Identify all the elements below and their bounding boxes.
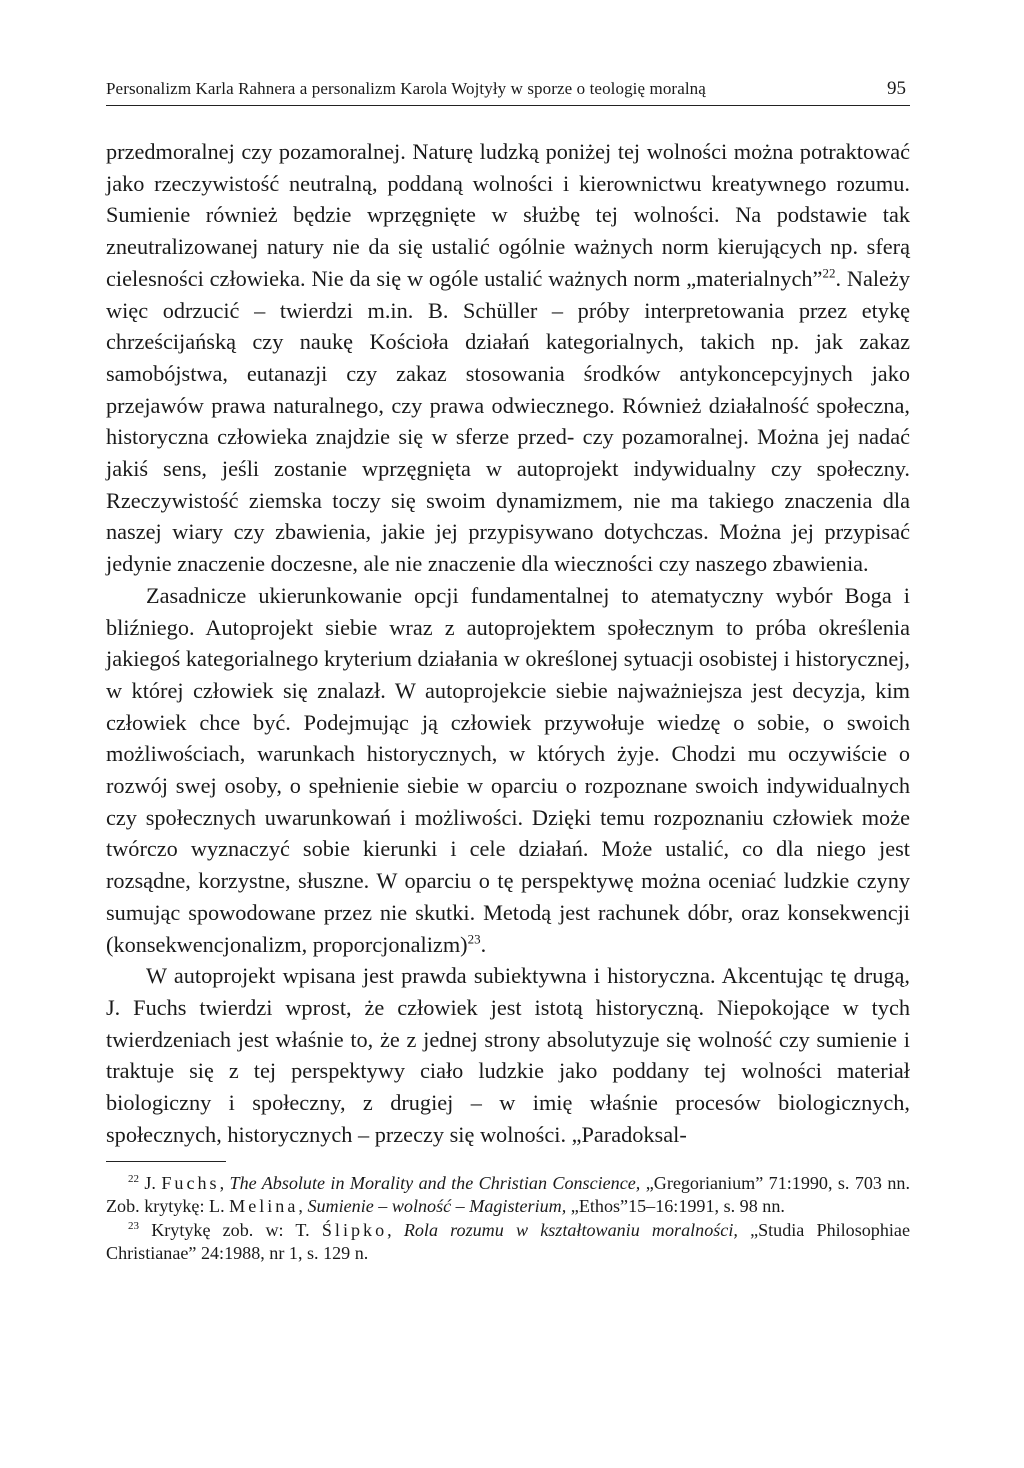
paragraph-3-text: W autoprojekt wpisana jest prawda subiektywna i historyczna. Akcentując tę drugą, J. Fuchs twierdzi wprost, że człowiek jest istotą historyczną. Niepokojące w tych twierdzeniach jest właśnie to, że z jednej strony absolutyzuje się wolność czy sumienie i traktuje się z tej perspektywy ciało ludzkie jako poddany tej wolności materiał biologiczny i społeczny, z drugiej – w imię właśnie procesów biologicznych, społecznych, historycznych – przeczy się wolności. „Paradoksal-: [106, 963, 910, 1147]
paragraph-2-text-b: .: [480, 931, 487, 957]
paragraph-2: [106, 580, 910, 960]
footnote-23-title: Rola rozumu w kształtowaniu moralności,: [403, 1219, 738, 1240]
footnote-22-initial: J.: [144, 1172, 156, 1193]
footnote-ref-22: 22: [822, 265, 836, 281]
footnote-23-author: Ślipko: [321, 1219, 388, 1240]
footnote-rule: [106, 1161, 226, 1162]
paragraph-1-text-b: . Należy więc odrzucić – twierdzi m.in. B. Schüller – próby interpretowania przez etykę chrześcijańską czy naukę Kościoła działań kategorialnych, takich np. jak zakaz samobójstwa, eutanazji czy zakaz stosowania środków antykoncepcyjnych jako przejawów prawa naturalnego, czy prawa odwiecznego. Również działalność społeczna, historyczna człowieka znajdzie się w sferze przed- czy pozamoralnej. Można jej nadać jakiś sens, jeśli zostanie wprzęgnięta w autoprojekt indywidualny czy społeczny. Rzeczywistość ziemska toczy się swoim dynamizmem, nie ma takiego znaczenia dla naszej wiary czy zbawienia, jakie jej przypisywano dotychczas. Można jej przypisać jedynie znaczenie doczesne, ale nie znaczenie dla wieczności czy naszego zbawienia.: [106, 265, 910, 577]
footnote-22-author-2: Melina: [229, 1196, 299, 1216]
footnote-22-number: 22: [128, 1172, 139, 1185]
footnote-22: $^{22}$ J. Fuchs, The Absolute in Morality and the Christian Conscience, „Gregorianium” 71:1990, s. 703 nn. Zob. krytykę: L. Melina, Sumienie – wolność – Magisterium, „Ethos”15–16:1991, s. 98 nn.: [106, 1172, 910, 1216]
footnote-23-source: „Studia Philosophiae Christianae” 24:1988, nr 1, s. 129 n.: [106, 1219, 910, 1263]
footnote-23-number: 23: [128, 1219, 139, 1232]
footnote-22-source: „Gregorianium” 71:1990, s. 703 nn. Zob. krytykę: L.: [106, 1172, 910, 1216]
footnote-22-source-2: „Ethos”15–16:1991, s. 98 nn.: [570, 1196, 785, 1216]
footnote-ref-23: 23: [467, 931, 481, 947]
footnotes: [106, 1172, 910, 1266]
footnote-22-author: Fuchs: [161, 1172, 220, 1193]
body-text: [106, 136, 910, 1151]
page-number: 95: [887, 78, 906, 99]
running-head: [106, 78, 910, 106]
footnote-22-title: The Absolute in Morality and the Christian Conscience,: [229, 1172, 641, 1193]
paragraph-1: [106, 136, 910, 580]
page: [106, 78, 910, 1266]
paragraph-2-text-a: Zasadnicze ukierunkowanie opcji fundamentalnej to atematyczny wybór Boga i bliźniego. Autoprojekt siebie wraz z autoprojektem społecznym to próba określenia jakiegoś kategorialnego kryterium działania w określonej sytuacji osobistej i historycznej, w której człowiek się znalazł. W autoprojekcie siebie najważniejsza jest decyzja, kim człowiek chce być. Podejmując ją człowiek przywołuje wiedzę o sobie, o swoich możliwościach, warunkach historycznych, w których żyje. Chodzi mu oczywiście o rozwój swej osoby, o spełnienie siebie w oparciu o rozpoznane swoich indywidualnych czy społecznych uwarunkowań i możliwości. Dzięki temu rozpoznaniu człowiek może twórczo wyznaczyć sobie kierunki i cele działań. Może ustalić, co dla niego jest rozsądne, korzystne, słuszne. W oparciu o tę perspektywę można oceniać ludzkie czyny sumując spowodowane przez nie skutki. Metodą jest rachunek dóbr, oraz konsekwencji (konsekwencjonalizm, proporcjonalizm): [106, 582, 910, 957]
footnote-22-title-2: Sumienie – wolność – Magisterium,: [307, 1196, 567, 1216]
paragraph-1-text-a: przedmoralnej czy pozamoralnej. Naturę ludzką poniżej tej wolności można potraktować jako rzeczywistość neutralną, poddaną wolności i kierownictwu kreatywnego rozumu. Sumienie również będzie wprzęgnięte w służbę tej wolności. Na podstawie tak zneutralizowanej natury nie da się ustalić ogólnie ważnych norm kierujących np. sferą cielesności człowieka. Nie da się w ogóle ustalić ważnych norm „materialnych”: [106, 139, 910, 291]
footnote-23: $^{23}$ Krytykę zob. w: T. Ślipko, Rola rozumu w kształtowaniu moralności, „Studia Philosophiae Christianae” 24:1988, nr 1, s. 129 n.: [106, 1219, 910, 1263]
footnote-23-lead: Krytykę zob. w: T.: [151, 1219, 310, 1240]
paragraph-3: [106, 960, 910, 1150]
running-title: Personalizm Karla Rahnera a personalizm Karola Wojtyły w sporze o teologię moralną: [106, 79, 706, 98]
